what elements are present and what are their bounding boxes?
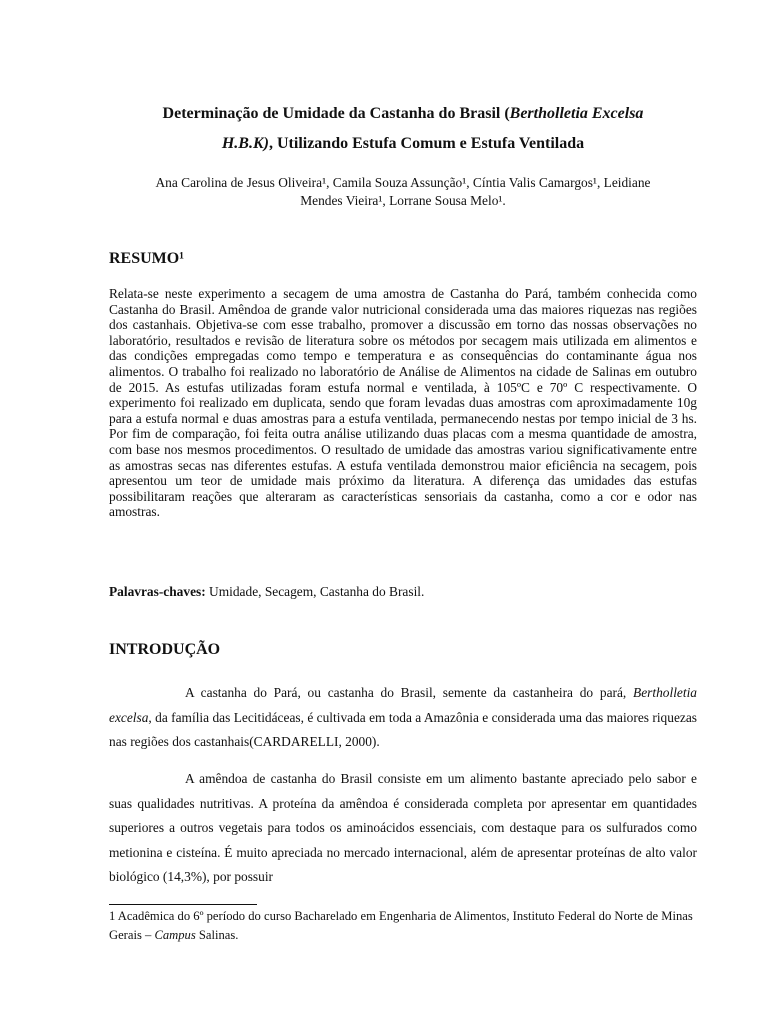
introduction-heading: INTRODUÇÃO — [109, 641, 221, 658]
introduction-paragraph-2: A amêndoa de castanha do Brasil consiste em um alimento bastante apreciado pelo sabor e suas qualidades nutritivas. A proteína da amêndoa é considerada completa por apresentar em quantidades superiores a outros vegetais para todos os aminoácidos essenciais, com destaque para os sulfurados como metionina e cisteína. É muito apreciada no mercado internacional, além de apresentar proteínas de alto valor biológico (14,3%), por possuir — [109, 771, 697, 884]
keywords-list: Umidade, Secagem, Castanha do Brasil. — [205, 584, 425, 599]
title-text-cont: , Utilizando Estufa Comum e Estufa Ventilada — [268, 135, 585, 152]
species-name: Bertholletia excelsa — [109, 685, 697, 725]
footnote-separator — [109, 904, 257, 905]
paragraph-text: A castanha do Pará, ou castanha do Brasil, semente da castanheira do pará, — [185, 685, 634, 700]
title-species-name: Bertholletia Excelsa — [509, 105, 644, 122]
paragraph-text-cont: , da família das Lecitidáceas, é cultivada em toda a Amazônia e considerada uma das maiores riquezas nas regiões dos castanhais(CARDARELLI, 2000). — [109, 709, 697, 749]
author-line-1: Ana Carolina de Jesus Oliveira¹, Camila Souza Assunção¹, Cíntia Valis Camargos¹, Leidiane — [155, 175, 651, 190]
title-line-1 — [109, 99, 697, 129]
abstract-heading: RESUMO¹ — [109, 250, 185, 267]
keywords-label: Palavras-chaves: — [109, 584, 206, 599]
title-species-author: H.B.K) — [221, 135, 269, 152]
footnote-text-end: Salinas. — [195, 928, 239, 942]
footnote — [109, 907, 697, 945]
abstract-body: Relata-se neste experimento a secagem de uma amostra de Castanha do Pará, também conhecida como Castanha do Brasil. Amêndoa de grande valor nutricional considerada uma das maiores riquezas nas regiões dos castanhais. Objetiva-se com esse trabalho, promover a discussão em torno das nossas observações no laboratório, resultados e revisão de literatura sobre os métodos por secagem mais utilizada em alimentos e das condições empregadas como tempo e temperatura e as consequências do contaminante água nos alimentos. O trabalho foi realizado no laboratório de Análise de Alimentos na cidade de Salinas em outubro de 2015. As estufas utilizadas foram estufa normal e ventilada, à 105ºC e 70º C respectivamente. O experimento foi realizado em duplicata, sendo que foram levadas duas amostras com aproximadamente 10g para a estufa normal e duas amostras para a estufa ventilada, permanecendo nestas por tempo inicial de 3 hs. Por fim de comparação, foi feita outra análise utilizando duas placas com a mesma quantidade de amostra, com base nos mesmos procedimentos. O resultado de umidade das amostras variou significativamente entre as amostras secas nas diferentes estufas. A estufa ventilada demonstrou maior eficiência na secagem, pois apresentou um teor de umidade mais próximo da literatura. A diferença das umidades das estufas possibilitaram reações que alteraram as características sensoriais da castanha, como a cor e odor nas amostras. — [109, 286, 697, 520]
document-page — [109, 0, 697, 1024]
author-list — [109, 174, 697, 210]
author-line-2: Mendes Vieira¹, Lorrane Sousa Melo¹. — [300, 193, 506, 208]
title-line-2 — [109, 129, 697, 159]
introduction-paragraph-1 — [109, 681, 697, 755]
keywords — [109, 584, 697, 600]
footnote-italic: Campus — [154, 928, 196, 942]
footnote-text: 1 Acadêmica do 6º período do curso Bacharelado em Engenharia de Alimentos, Instituto Federal do Norte de Minas Gerais – — [109, 909, 693, 942]
title-text: Determinação de Umidade da Castanha do Brasil ( — [162, 105, 510, 122]
